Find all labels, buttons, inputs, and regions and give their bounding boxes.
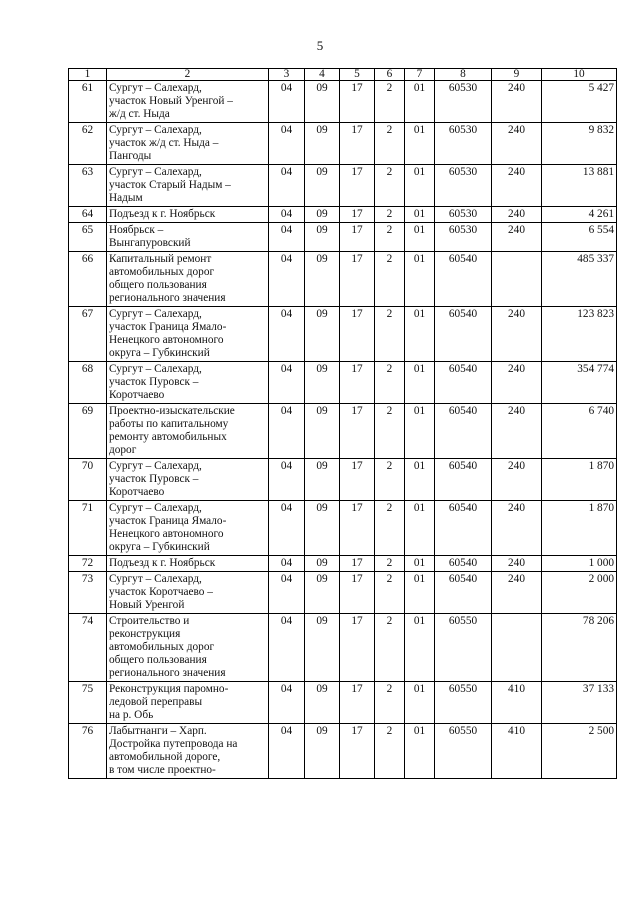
code-cell-c7: 01: [405, 223, 435, 252]
code-cell-c5: 17: [340, 682, 375, 724]
object-name-cell: [107, 207, 269, 223]
table-row: [69, 459, 617, 501]
object-name-cell: [107, 614, 269, 682]
row-number-cell: 63: [69, 165, 107, 207]
amount-cell: 1 000: [542, 556, 617, 572]
amount-cell: 4 261: [542, 207, 617, 223]
code-cell-c4: 09: [305, 362, 340, 404]
code-cell-c7: 01: [405, 459, 435, 501]
code-cell-c7: 01: [405, 123, 435, 165]
column-header: 10: [542, 69, 617, 81]
code-cell-c9: [492, 614, 542, 682]
object-name-line: реконструкция: [109, 628, 181, 640]
row-number-cell: 68: [69, 362, 107, 404]
code-cell-c8: 60530: [435, 207, 492, 223]
object-name-line: регионального значения: [109, 667, 226, 679]
code-cell-c7: 01: [405, 501, 435, 556]
object-name-cell: [107, 123, 269, 165]
object-name-line: участок Коротчаево –: [109, 586, 213, 598]
amount-cell: 6 740: [542, 404, 617, 459]
row-number-cell: 72: [69, 556, 107, 572]
code-cell-c5: 17: [340, 252, 375, 307]
code-cell-c4: 09: [305, 81, 340, 123]
table-row: [69, 501, 617, 556]
code-cell-c7: 01: [405, 165, 435, 207]
row-number-cell: 67: [69, 307, 107, 362]
table-row: [69, 252, 617, 307]
code-cell-c3: 04: [269, 572, 305, 614]
code-cell-c4: 09: [305, 682, 340, 724]
object-name-line: Сургут – Салехард,: [109, 460, 202, 472]
code-cell-c6: 2: [375, 307, 405, 362]
code-cell-c6: 2: [375, 123, 405, 165]
object-name-cell: [107, 81, 269, 123]
code-cell-c7: 01: [405, 404, 435, 459]
object-name-line: Подъезд к г. Ноябрьск: [109, 557, 216, 569]
code-cell-c5: 17: [340, 81, 375, 123]
table-row: [69, 556, 617, 572]
amount-cell: 354 774: [542, 362, 617, 404]
code-cell-c9: 240: [492, 459, 542, 501]
code-cell-c7: 01: [405, 682, 435, 724]
object-name-line: общего пользования: [109, 279, 207, 291]
table-row: [69, 572, 617, 614]
code-cell-c6: 2: [375, 165, 405, 207]
code-cell-c6: 2: [375, 81, 405, 123]
code-cell-c3: 04: [269, 252, 305, 307]
object-name-line: Сургут – Салехард,: [109, 573, 202, 585]
column-header: 1: [69, 69, 107, 81]
object-name-cell: [107, 682, 269, 724]
code-cell-c3: 04: [269, 165, 305, 207]
code-cell-c9: 240: [492, 81, 542, 123]
code-cell-c8: 60550: [435, 614, 492, 682]
object-name-line: автомобильной дороге,: [109, 751, 221, 763]
table-row: [69, 81, 617, 123]
code-cell-c5: 17: [340, 123, 375, 165]
code-cell-c8: 60540: [435, 252, 492, 307]
table-row: [69, 404, 617, 459]
column-header: 4: [305, 69, 340, 81]
code-cell-c6: 2: [375, 682, 405, 724]
code-cell-c8: 60530: [435, 81, 492, 123]
object-name-line: Ненецкого автономного: [109, 334, 224, 346]
code-cell-c9: 410: [492, 724, 542, 779]
code-cell-c4: 09: [305, 459, 340, 501]
object-name-line: Подъезд к г. Ноябрьск: [109, 208, 216, 220]
object-name-line: Достройка путепровода на: [109, 738, 238, 750]
object-name-line: ж/д ст. Ныда: [109, 108, 170, 120]
table-body: [69, 81, 617, 779]
code-cell-c8: 60540: [435, 404, 492, 459]
table-row: [69, 123, 617, 165]
budget-table: [68, 68, 617, 779]
amount-cell: 5 427: [542, 81, 617, 123]
object-name-line: Строительство и: [109, 615, 190, 627]
table-row: [69, 165, 617, 207]
amount-cell: 6 554: [542, 223, 617, 252]
code-cell-c5: 17: [340, 307, 375, 362]
row-number-cell: 66: [69, 252, 107, 307]
code-cell-c4: 09: [305, 223, 340, 252]
object-name-cell: [107, 572, 269, 614]
object-name-cell: [107, 307, 269, 362]
object-name-line: в том числе проектно-: [109, 764, 216, 776]
code-cell-c9: 240: [492, 307, 542, 362]
object-name-line: на р. Обь: [109, 709, 154, 721]
object-name-line: автомобильных дорог: [109, 266, 215, 278]
code-cell-c5: 17: [340, 223, 375, 252]
object-name-line: Сургут – Салехард,: [109, 363, 202, 375]
object-name-line: участок Пуровск –: [109, 376, 199, 388]
code-cell-c4: 09: [305, 556, 340, 572]
code-cell-c5: 17: [340, 362, 375, 404]
object-name-line: участок Пуровск –: [109, 473, 199, 485]
table-row: [69, 682, 617, 724]
code-cell-c5: 17: [340, 501, 375, 556]
code-cell-c9: 240: [492, 223, 542, 252]
code-cell-c9: 240: [492, 123, 542, 165]
code-cell-c7: 01: [405, 81, 435, 123]
object-name-line: Лабытнанги – Харп.: [109, 725, 207, 737]
column-header: 2: [107, 69, 269, 81]
code-cell-c5: 17: [340, 459, 375, 501]
object-name-line: участок Новый Уренгой –: [109, 95, 233, 107]
table-row: [69, 223, 617, 252]
object-name-line: Проектно-изыскательские: [109, 405, 235, 417]
object-name-line: Ноябрьск –: [109, 224, 164, 236]
code-cell-c3: 04: [269, 501, 305, 556]
object-name-line: участок Старый Надым –: [109, 179, 231, 191]
object-name-cell: [107, 165, 269, 207]
object-name-cell: [107, 223, 269, 252]
column-header: 7: [405, 69, 435, 81]
row-number-cell: 61: [69, 81, 107, 123]
column-header: 5: [340, 69, 375, 81]
code-cell-c4: 09: [305, 404, 340, 459]
code-cell-c6: 2: [375, 459, 405, 501]
object-name-line: Капитальный ремонт: [109, 253, 212, 265]
code-cell-c4: 09: [305, 123, 340, 165]
code-cell-c6: 2: [375, 556, 405, 572]
code-cell-c6: 2: [375, 223, 405, 252]
code-cell-c3: 04: [269, 123, 305, 165]
object-name-line: участок ж/д ст. Ныда –: [109, 137, 219, 149]
code-cell-c9: 240: [492, 501, 542, 556]
code-cell-c6: 2: [375, 501, 405, 556]
object-name-cell: [107, 252, 269, 307]
column-header: 3: [269, 69, 305, 81]
code-cell-c6: 2: [375, 404, 405, 459]
object-name-line: Вынгапуровский: [109, 237, 191, 249]
code-cell-c9: 240: [492, 165, 542, 207]
code-cell-c3: 04: [269, 307, 305, 362]
table-row: [69, 614, 617, 682]
object-name-line: ледовой переправы: [109, 696, 203, 708]
object-name-line: Сургут – Салехард,: [109, 82, 202, 94]
object-name-line: участок Граница Ямало-: [109, 321, 227, 333]
object-name-cell: [107, 501, 269, 556]
object-name-line: Пангоды: [109, 150, 152, 162]
code-cell-c5: 17: [340, 207, 375, 223]
row-number-cell: 74: [69, 614, 107, 682]
amount-cell: 485 337: [542, 252, 617, 307]
row-number-cell: 64: [69, 207, 107, 223]
code-cell-c7: 01: [405, 207, 435, 223]
column-header: 8: [435, 69, 492, 81]
object-name-cell: [107, 459, 269, 501]
code-cell-c9: 410: [492, 682, 542, 724]
code-cell-c5: 17: [340, 165, 375, 207]
code-cell-c4: 09: [305, 614, 340, 682]
code-cell-c4: 09: [305, 572, 340, 614]
code-cell-c4: 09: [305, 724, 340, 779]
code-cell-c8: 60530: [435, 123, 492, 165]
code-cell-c8: 60550: [435, 724, 492, 779]
table-row: [69, 307, 617, 362]
code-cell-c5: 17: [340, 556, 375, 572]
amount-cell: 1 870: [542, 459, 617, 501]
code-cell-c9: 240: [492, 404, 542, 459]
object-name-cell: [107, 556, 269, 572]
code-cell-c8: 60540: [435, 459, 492, 501]
row-number-cell: 69: [69, 404, 107, 459]
row-number-cell: 76: [69, 724, 107, 779]
amount-cell: 2 000: [542, 572, 617, 614]
row-number-cell: 62: [69, 123, 107, 165]
code-cell-c3: 04: [269, 614, 305, 682]
code-cell-c3: 04: [269, 223, 305, 252]
table-row: [69, 724, 617, 779]
code-cell-c4: 09: [305, 252, 340, 307]
code-cell-c3: 04: [269, 556, 305, 572]
code-cell-c3: 04: [269, 682, 305, 724]
code-cell-c7: 01: [405, 556, 435, 572]
code-cell-c8: 60530: [435, 223, 492, 252]
table-row: [69, 207, 617, 223]
code-cell-c9: 240: [492, 207, 542, 223]
code-cell-c5: 17: [340, 572, 375, 614]
code-cell-c8: 60540: [435, 307, 492, 362]
code-cell-c3: 04: [269, 81, 305, 123]
code-cell-c6: 2: [375, 572, 405, 614]
row-number-cell: 70: [69, 459, 107, 501]
object-name-line: Новый Уренгой: [109, 599, 185, 611]
amount-cell: 13 881: [542, 165, 617, 207]
code-cell-c8: 60530: [435, 165, 492, 207]
row-number-cell: 73: [69, 572, 107, 614]
code-cell-c7: 01: [405, 724, 435, 779]
object-name-line: округа – Губкинский: [109, 347, 210, 359]
object-name-line: Коротчаево: [109, 389, 165, 401]
row-number-cell: 65: [69, 223, 107, 252]
object-name-cell: [107, 362, 269, 404]
object-name-line: Коротчаево: [109, 486, 165, 498]
code-cell-c8: 60540: [435, 501, 492, 556]
row-number-cell: 71: [69, 501, 107, 556]
code-cell-c9: 240: [492, 556, 542, 572]
amount-cell: 2 500: [542, 724, 617, 779]
code-cell-c6: 2: [375, 724, 405, 779]
amount-cell: 123 823: [542, 307, 617, 362]
code-cell-c6: 2: [375, 362, 405, 404]
code-cell-c3: 04: [269, 724, 305, 779]
code-cell-c3: 04: [269, 207, 305, 223]
object-name-line: работы по капитальному: [109, 418, 229, 430]
code-cell-c4: 09: [305, 307, 340, 362]
code-cell-c5: 17: [340, 404, 375, 459]
object-name-line: Сургут – Салехард,: [109, 124, 202, 136]
object-name-line: Надым: [109, 192, 143, 204]
object-name-line: дорог: [109, 444, 137, 456]
object-name-line: участок Граница Ямало-: [109, 515, 227, 527]
object-name-line: Сургут – Салехард,: [109, 502, 202, 514]
object-name-cell: [107, 404, 269, 459]
code-cell-c9: 240: [492, 572, 542, 614]
amount-cell: 37 133: [542, 682, 617, 724]
object-name-line: общего пользования: [109, 654, 207, 666]
table-row: [69, 362, 617, 404]
amount-cell: 9 832: [542, 123, 617, 165]
object-name-cell: [107, 724, 269, 779]
object-name-line: автомобильных дорог: [109, 641, 215, 653]
code-cell-c6: 2: [375, 252, 405, 307]
object-name-line: Реконструкция паромно-: [109, 683, 229, 695]
object-name-line: Ненецкого автономного: [109, 528, 224, 540]
code-cell-c7: 01: [405, 307, 435, 362]
code-cell-c7: 01: [405, 252, 435, 307]
object-name-line: Сургут – Салехард,: [109, 166, 202, 178]
code-cell-c6: 2: [375, 207, 405, 223]
object-name-line: регионального значения: [109, 292, 226, 304]
column-header: 9: [492, 69, 542, 81]
code-cell-c8: 60540: [435, 572, 492, 614]
amount-cell: 1 870: [542, 501, 617, 556]
code-cell-c7: 01: [405, 614, 435, 682]
object-name-line: округа – Губкинский: [109, 541, 210, 553]
code-cell-c6: 2: [375, 614, 405, 682]
code-cell-c4: 09: [305, 207, 340, 223]
code-cell-c3: 04: [269, 404, 305, 459]
code-cell-c8: 60550: [435, 682, 492, 724]
code-cell-c3: 04: [269, 459, 305, 501]
object-name-line: ремонту автомобильных: [109, 431, 227, 443]
code-cell-c4: 09: [305, 165, 340, 207]
code-cell-c3: 04: [269, 362, 305, 404]
header-row: [69, 69, 617, 81]
code-cell-c7: 01: [405, 362, 435, 404]
code-cell-c8: 60540: [435, 362, 492, 404]
code-cell-c9: 240: [492, 362, 542, 404]
code-cell-c4: 09: [305, 501, 340, 556]
code-cell-c5: 17: [340, 614, 375, 682]
page-number: 5: [316, 38, 324, 53]
column-header: 6: [375, 69, 405, 81]
amount-cell: 78 206: [542, 614, 617, 682]
object-name-line: Сургут – Салехард,: [109, 308, 202, 320]
code-cell-c9: [492, 252, 542, 307]
row-number-cell: 75: [69, 682, 107, 724]
code-cell-c8: 60540: [435, 556, 492, 572]
code-cell-c5: 17: [340, 724, 375, 779]
code-cell-c7: 01: [405, 572, 435, 614]
